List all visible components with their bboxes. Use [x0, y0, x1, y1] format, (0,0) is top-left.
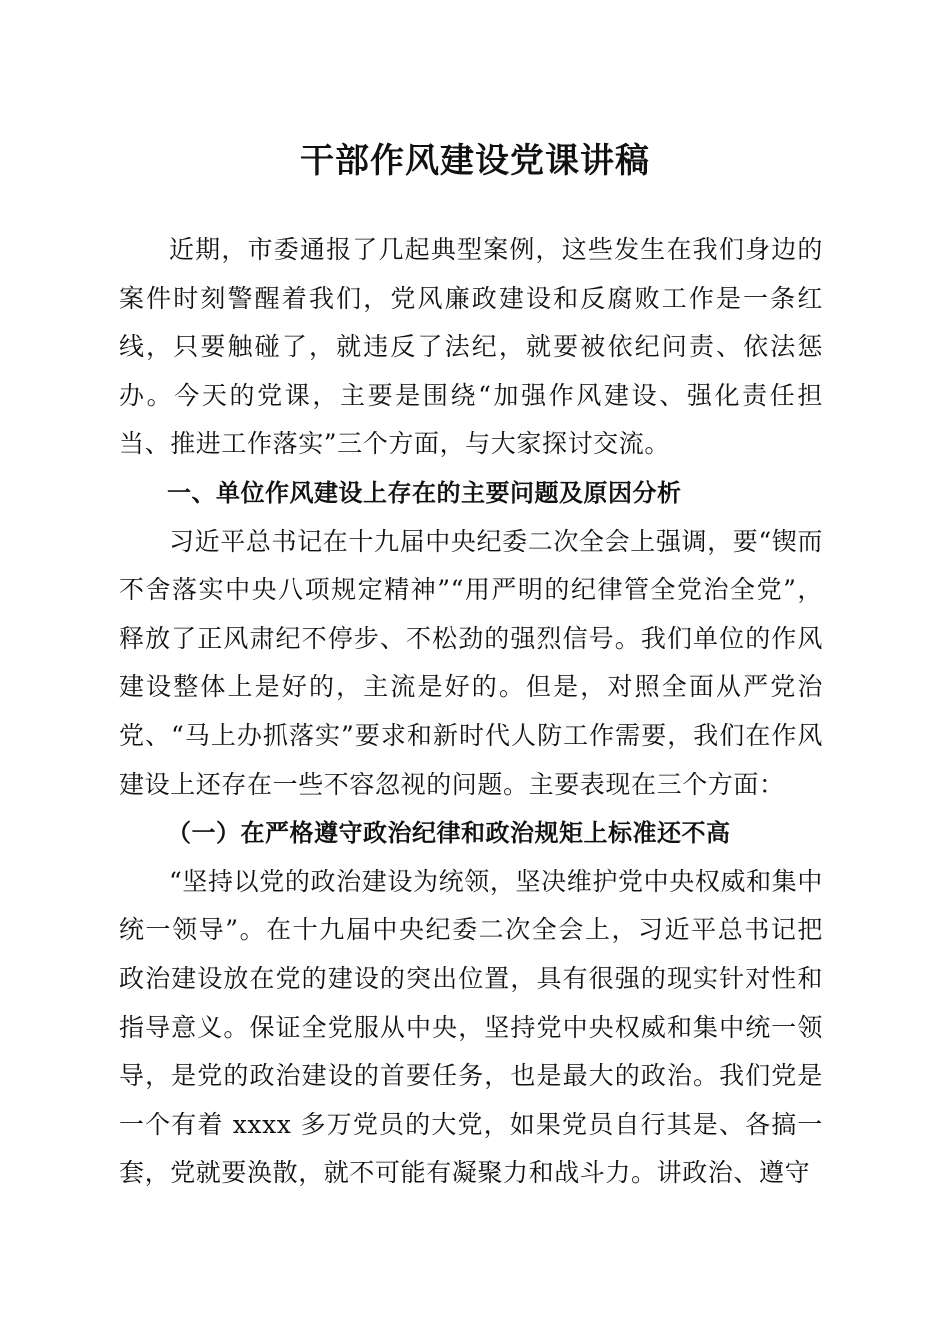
- subsection-heading-1: （一）在严格遵守政治纪律和政治规矩上标准还不高: [167, 818, 731, 848]
- document-body: [119, 226, 823, 1198]
- paragraph-section-1: 习近平总书记在十九届中央纪委二次全会上强调，要“锲而不舍落实中央八项规定精神”“用严明的纪律管全党治全党”，释放了正风肃纪不停步、不松劲的强烈信号。我们单位的作风建设整体上是好的，主流是好的。但是，对照全面从严党治党、“马上办抓落实”要求和新时代人防工作需要，我们在作风建设上还存在一些不容忽视的问题。主要表现在三个方面：: [119, 526, 823, 799]
- section-heading-1: 一、单位作风建设上存在的主要问题及原因分析: [167, 478, 682, 507]
- paragraph-intro: 近期，市委通报了几起典型案例，这些发生在我们身边的案件时刻警醒着我们，党风廉政建设和反腐败工作是一条红线，只要触碰了，就违反了法纪，就要被依纪问责、依法惩办。今天的党课，主要是围绕“加强作风建设、强化责任担当、推进工作落实”三个方面，与大家探讨交流。: [119, 235, 823, 459]
- paragraph-subsection-1: “坚持以党的政治建设为统领，坚决维护党中央权威和集中统一领导”。在十九届中央纪委二次全会上，习近平总书记把政治建设放在党的建设的突出位置，具有很强的现实针对性和指导意义。保证全党服从中央，坚持党中央权威和集中统一领导，是党的政治建设的首要任务，也是最大的政治。我们党是一个有着 xxxx 多万党员的大党，如果党员自行其是、各搞一套，党就要涣散，就不可能有凝聚力和战斗力。讲政治、遵守: [119, 866, 823, 1188]
- document-title: 干部作风建设党课讲稿: [300, 141, 650, 181]
